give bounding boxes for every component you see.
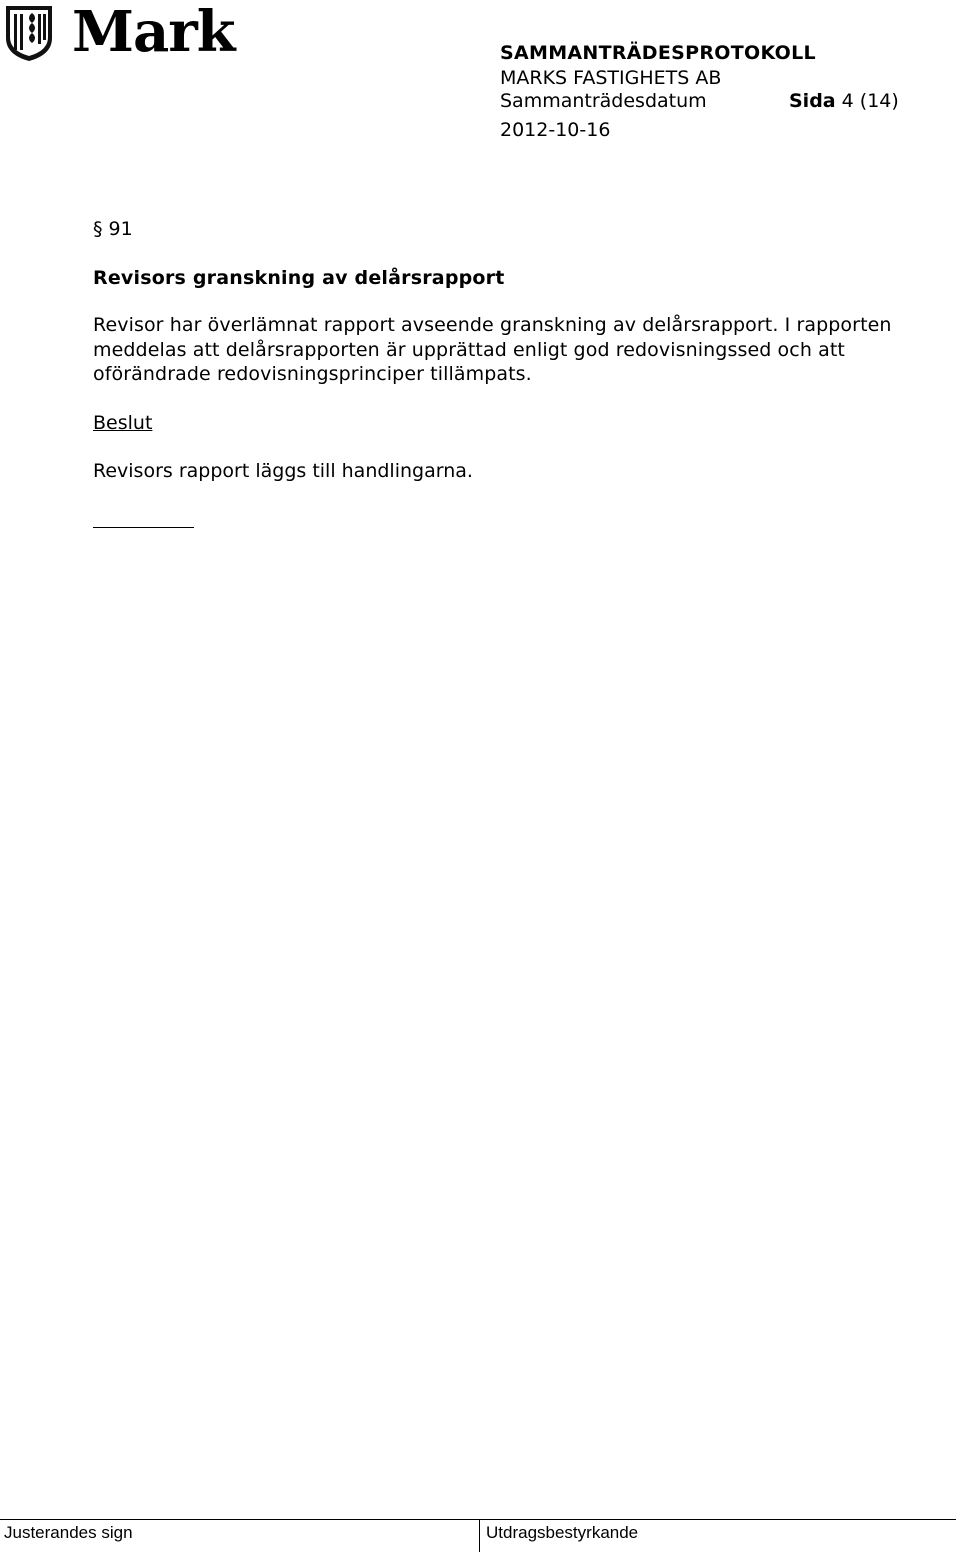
footer-divider (479, 1519, 480, 1552)
meeting-date-label: Sammanträdesdatum (500, 90, 707, 112)
section-paragraph: Revisor har överlämnat rapport avseende granskning av delårsrapport. I rapporten meddelas att delårsrapporten är upprättad enligt god redovisningssed och att oförändrade redovisningsprinciper tillämpats. (93, 314, 892, 385)
page-indicator (789, 90, 899, 112)
section-number-value: 91 (108, 218, 133, 240)
section-end-rule (93, 527, 194, 528)
page-number: 4 (14) (841, 90, 899, 112)
logo-wordmark: Mark (72, 0, 235, 65)
decision-text: Revisors rapport läggs till handlingarna. (93, 460, 473, 482)
municipality-emblem-icon (4, 4, 54, 62)
section-number (93, 217, 133, 241)
meeting-date: 2012-10-16 (500, 119, 611, 141)
decision-label: Beslut (93, 412, 153, 434)
footer-rule (0, 1519, 956, 1520)
section-symbol: § (93, 218, 103, 240)
document-type: SAMMANTRÄDESPROTOKOLL (500, 42, 816, 64)
page-word: Sida (789, 90, 836, 112)
footer-utdragsbestyrkande: Utdragsbestyrkande (486, 1523, 639, 1542)
footer-justerandes-sign: Justerandes sign (4, 1523, 133, 1542)
section-heading: Revisors granskning av delårsrapport (93, 267, 505, 289)
organization-name: MARKS FASTIGHETS AB (500, 67, 722, 89)
